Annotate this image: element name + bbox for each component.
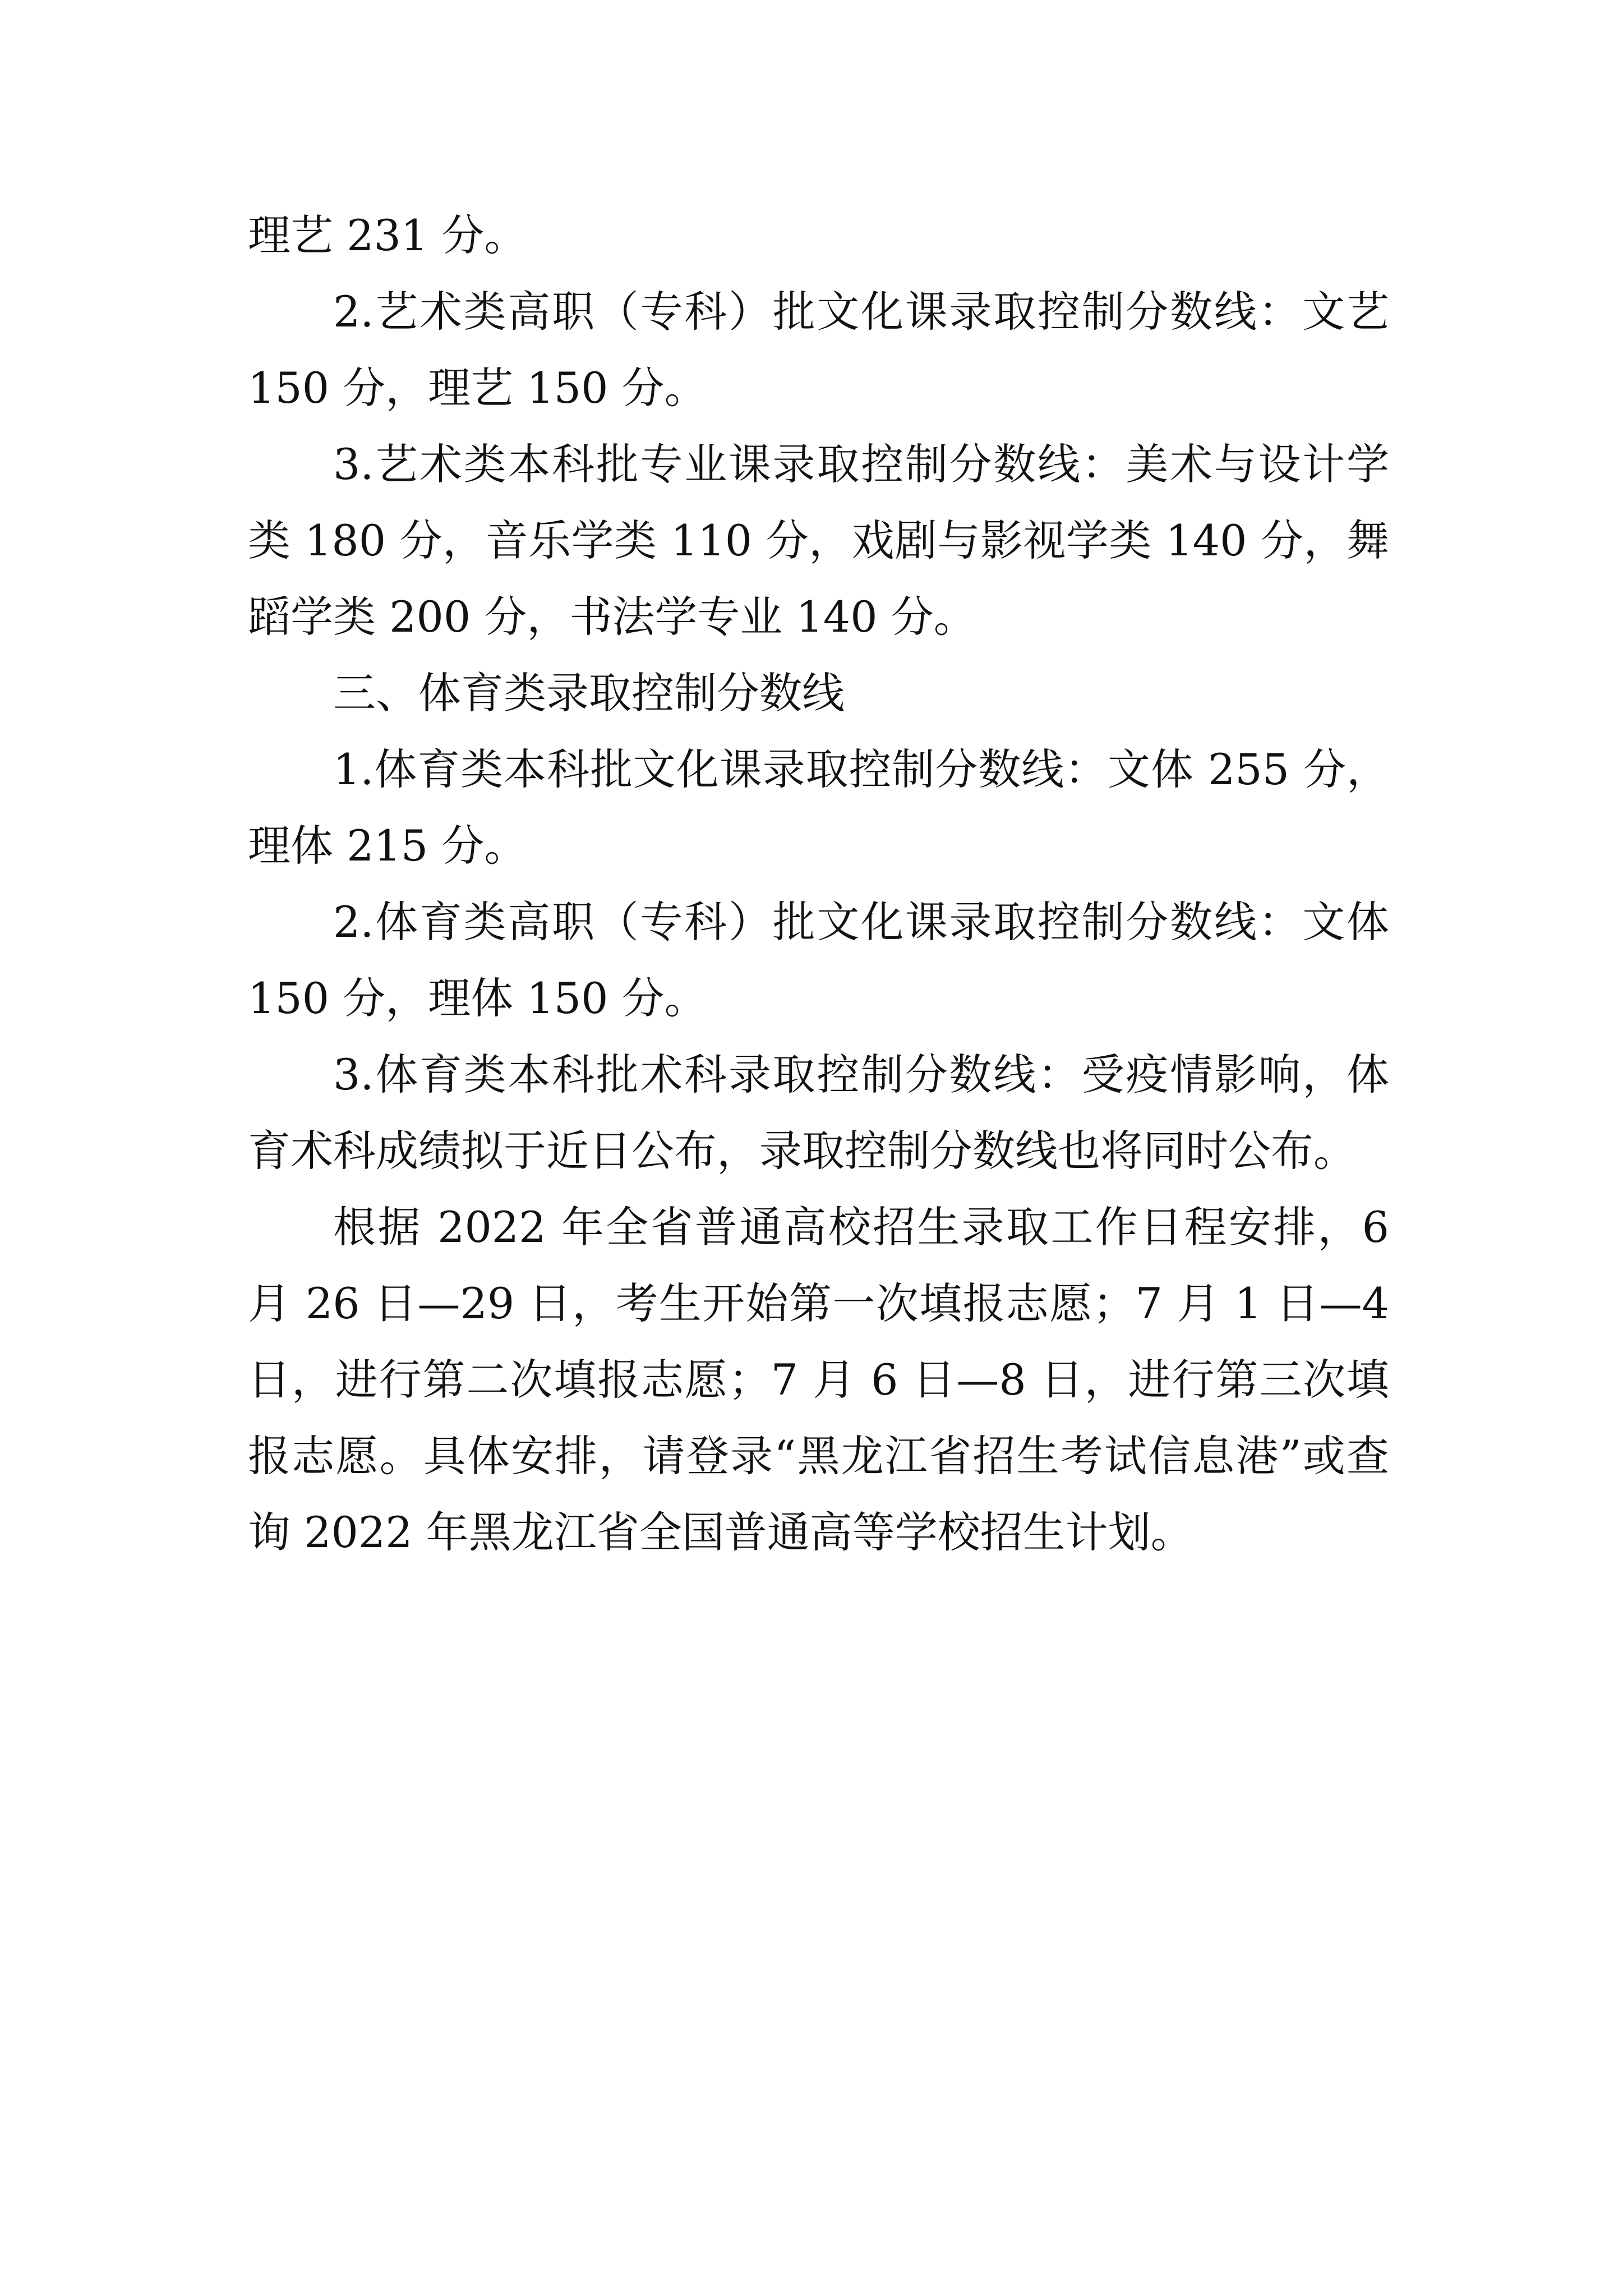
document-body [248,197,1389,1571]
paragraph-sports-undergraduate-skill-score: 3.体育类本科批术科录取控制分数线：受疫情影响，体育术科成绩拟于近日公布，录取控制分数线也将同时公布。 [248,1050,1389,1176]
paragraph-sports-vocational-culture-score: 2.体育类高职（专科）批文化课录取控制分数线：文体 150 分，理体 150 分。 [248,897,1389,1023]
section-heading-sports: 三、体育类录取控制分数线 [333,668,845,718]
paragraph-art-score-continuation: 理艺 231 分。 [248,210,527,260]
paragraph-application-schedule: 根据 2022 年全省普通高校招生录取工作日程安排，6 月 26 日—29 日，考生开始第一次填报志愿；7 月 1 日—4 日，进行第二次填报志愿；7 月 6 日—8 日，进行第三次填报志愿。具体安排，请登录“黑龙江省招生考试信息港”或查询 2022 年黑龙江省全国普通高等学校招生计划。 [248,1202,1389,1557]
paragraph-sports-undergraduate-culture-score: 1.体育类本科批文化课录取控制分数线：文体 255 分，理体 215 分。 [248,744,1389,871]
paragraph-art-undergraduate-major-score: 3.艺术类本科批专业课录取控制分数线：美术与设计学类 180 分，音乐学类 110 分，戏剧与影视学类 140 分，舞蹈学类 200 分，书法学专业 140 分。 [248,439,1389,642]
paragraph-art-vocational-culture-score: 2.艺术类高职（专科）批文化课录取控制分数线：文艺 150 分，理艺 150 分。 [248,287,1389,413]
